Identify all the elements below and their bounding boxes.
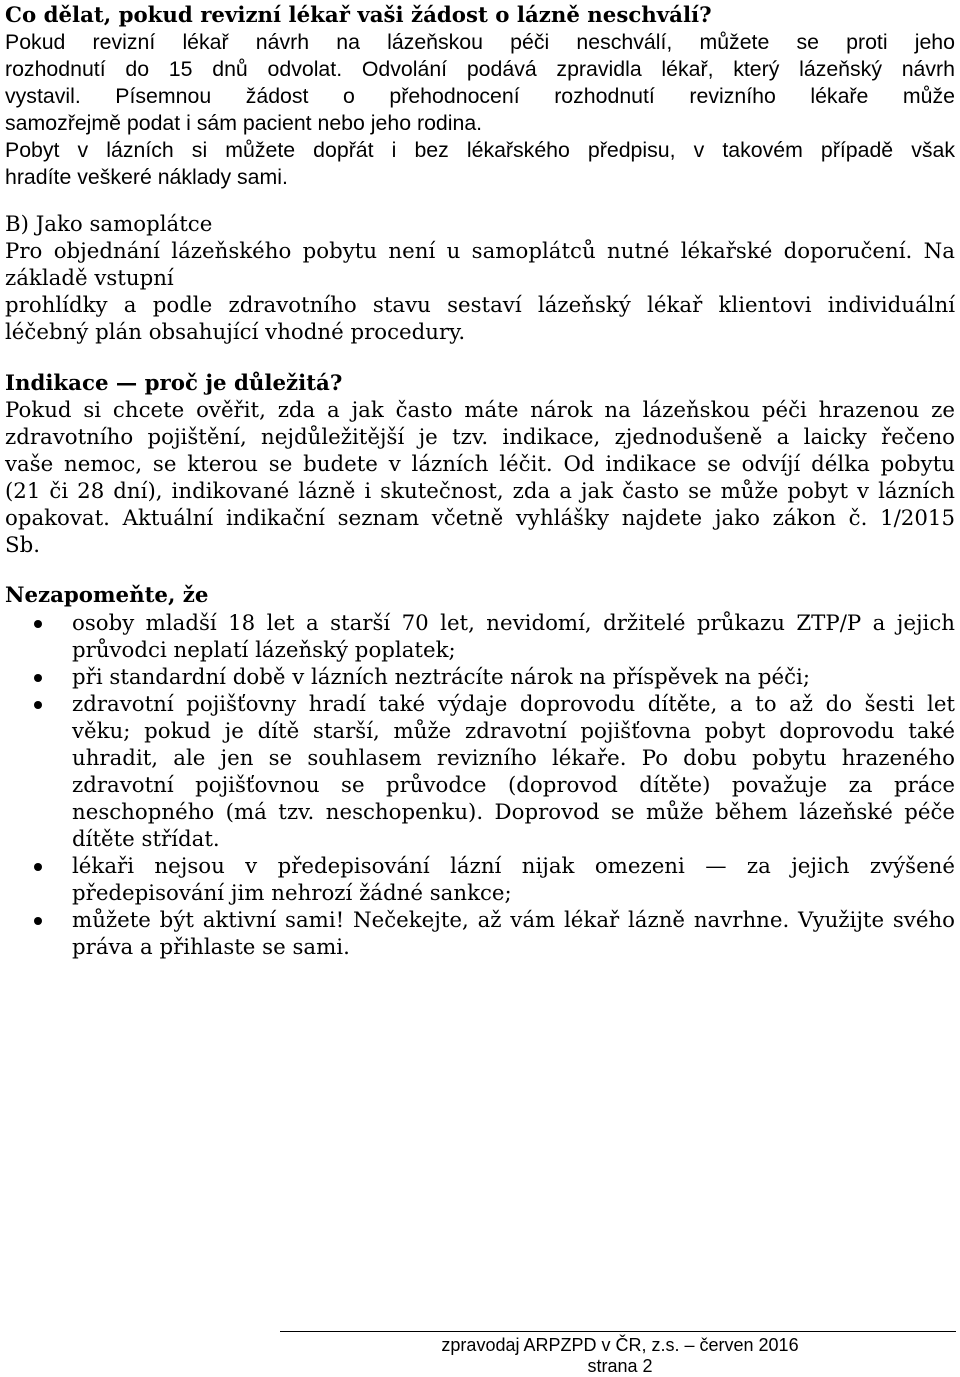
bullet-dot-icon — [34, 701, 42, 709]
paragraph-line: Pokud si chcete ověřit, zda a jak často máte nárok na lázeňskou péči hrazenou ze — [5, 398, 955, 423]
paragraph-line: rozhodnutí do 15 dnů odvolat. Odvolání podává zpravidla lékař, který lázeňský návrh — [5, 57, 955, 81]
paragraph-line: prohlídky a podle zdravotního stavu sestaví lázeňský lékař klientovi individuální — [5, 293, 955, 318]
paragraph-line: Sb. — [5, 533, 40, 558]
paragraph-line: hradíte veškeré náklady sami. — [5, 165, 288, 189]
section-remember — [5, 582, 955, 609]
paragraph-line: vaše nemoc, se kterou se budete v lázních léčit. Od indikace se odvíjí délka pobytu — [5, 452, 955, 477]
bullet-line: dítěte střídat. — [72, 827, 220, 852]
paragraph-line: základě vstupní — [5, 266, 174, 291]
bullet-text — [72, 664, 955, 691]
bullet-line: předepisování jim nehrozí žádné sankce; — [72, 881, 512, 906]
footer-divider — [280, 1331, 956, 1332]
bullet-dot-icon — [34, 674, 42, 682]
bullet-line: věku; pokud je dítě starší, může zdravotní pojišťovna pobyt doprovodu také — [72, 719, 955, 744]
bullet-line: práva a přihlaste se sami. — [72, 935, 350, 960]
paragraph-line: zdravotního pojištění, nejdůležitější je tzv. indikace, zjednodušeně a laicky řečeno — [5, 425, 955, 450]
bullet-line: při standardní době v lázních neztrácíte nárok na příspěvek na péči; — [72, 665, 811, 690]
bullet-line: neschopného (má tzv. neschopenku). Doprovod se může během lázeňské péče — [72, 800, 955, 825]
bullet-line: zdravotní pojišťovny hradí také výdaje doprovodu dítěte, a to až do šesti let — [72, 692, 955, 717]
heading-self-payer: B) Jako samoplátce — [5, 212, 213, 237]
paragraph-line: Pro objednání lázeňského pobytu není u samoplátců nutné lékařské doporučení. Na — [5, 239, 955, 264]
bullet-line: osoby mladší 18 let a starší 70 let, nevidomí, držitelé průkazu ZTP/P a jejich — [72, 611, 955, 636]
bullet-line: můžete být aktivní sami! Nečekejte, až vám lékař lázně navrhne. Využijte svého — [72, 908, 955, 933]
bullet-dot-icon — [34, 863, 42, 871]
bullet-text — [72, 853, 955, 907]
section-appeal — [5, 2, 955, 191]
paragraph-line: opakovat. Aktuální indikační seznam včetně vyhlášky najdete jako zákon č. 1/2015 — [5, 506, 955, 531]
paragraph-line: samozřejmě podat i sám pacient nebo jeho rodina. — [5, 111, 483, 135]
bullet-dot-icon — [34, 620, 42, 628]
heading-indication: Indikace — proč je důležitá? — [5, 371, 343, 396]
paragraph-line: léčebný plán obsahující vhodné procedury. — [5, 320, 466, 345]
heading-appeal: Co dělat, pokud revizní lékař vaši žádost o lázně neschválí? — [5, 3, 712, 28]
bullet-line: lékaři nejsou v předepisování lázní nijak omezeni — za jejich zvýšené — [72, 854, 955, 879]
paragraph-line: Pobyt v lázních si můžete dopřát i bez lékařského předpisu, v takovém případě však — [5, 138, 955, 162]
bullet-line: uhradit, ale jen se souhlasem revizního lékaře. Po dobu pobytu hrazeného — [72, 746, 955, 771]
paragraph-line: (21 či 28 dní), indikované lázně i skutečnost, zda a jak často se může pobyt v lázních — [5, 479, 955, 504]
heading-remember: Nezapomeňte, že — [5, 583, 209, 608]
section-self-payer — [5, 211, 955, 346]
bullet-text — [72, 691, 955, 853]
bullet-dot-icon — [34, 917, 42, 925]
bullet-line: zdravotní pojišťovnou se průvodce (doprovod dítěte) považuje za práce — [72, 773, 955, 798]
bullet-line: průvodci neplatí lázeňský poplatek; — [72, 638, 456, 663]
bullet-text — [72, 610, 955, 664]
bullet-text — [72, 907, 955, 961]
paragraph-line: vystavil. Písemnou žádost o přehodnocení rozhodnutí revizního lékaře může — [5, 84, 955, 108]
section-indication — [5, 370, 955, 559]
footer-page-number: strana 2 — [587, 1356, 653, 1376]
paragraph-line: Pokud revizní lékař návrh na lázeňskou péči neschválí, můžete se proti jeho — [5, 30, 955, 54]
footer-publication: zpravodaj ARPZPD v ČR, z.s. – červen 2016 — [441, 1335, 799, 1355]
